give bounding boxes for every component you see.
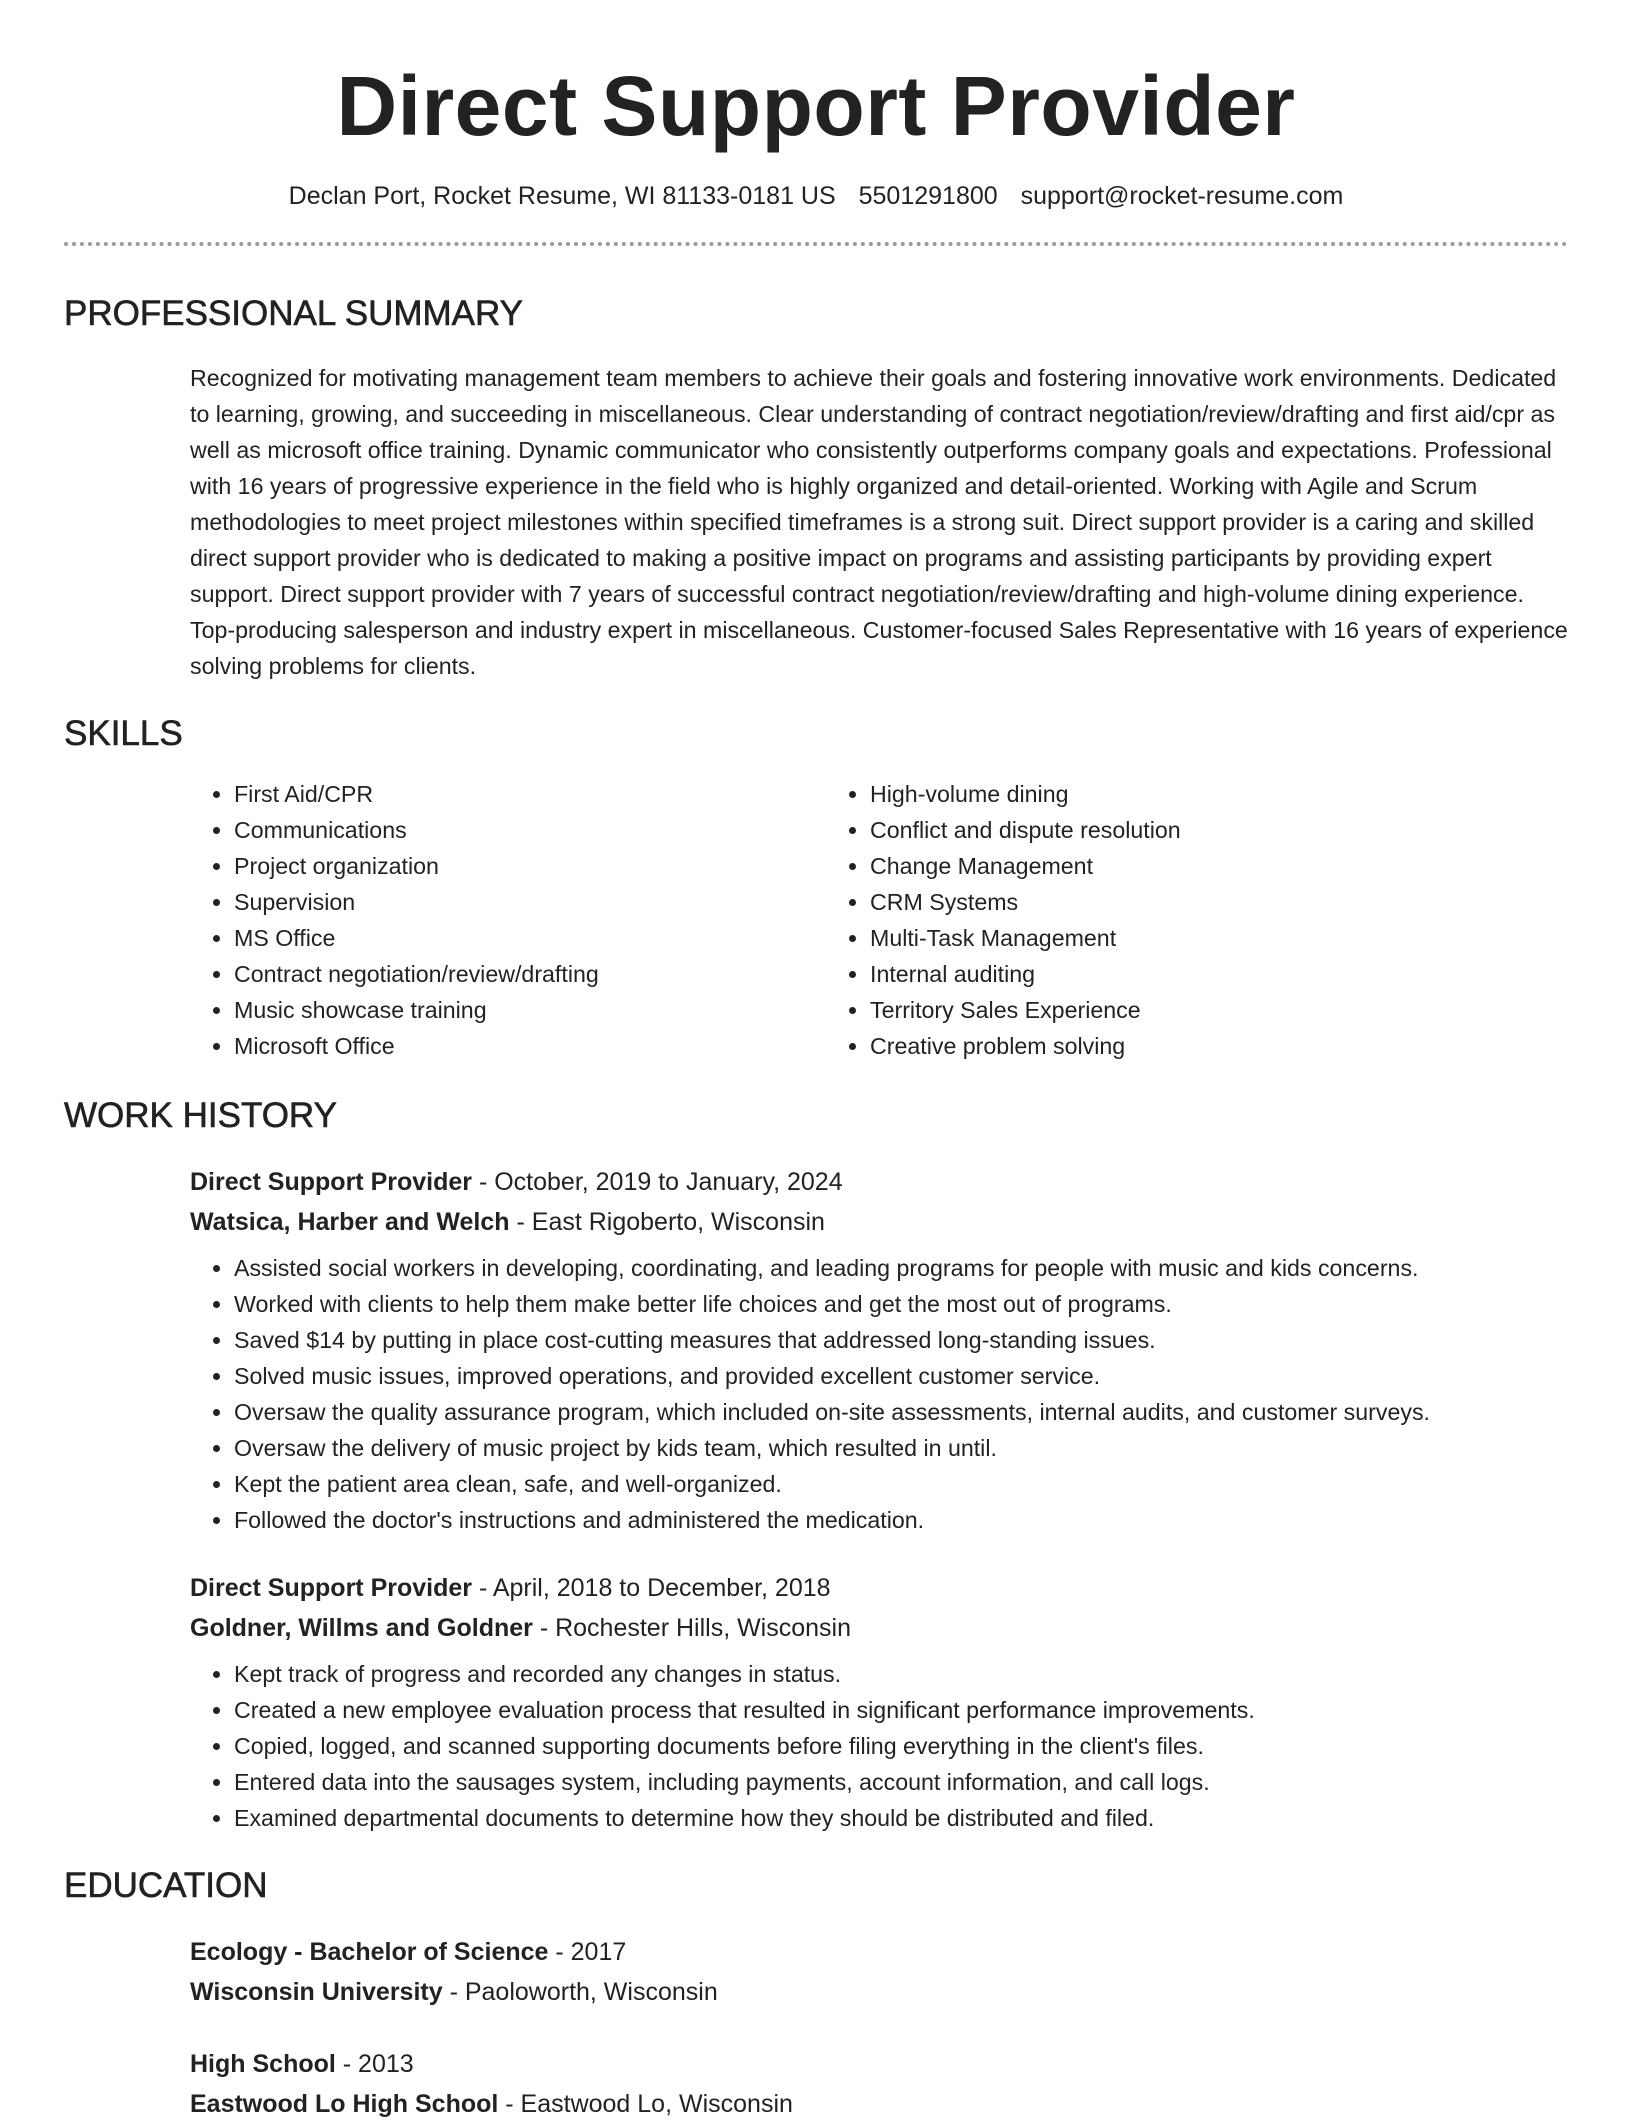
job-bullet: • Assisted social workers in developing, coordinating, and leading programs for people with music and kids concerns. — [234, 1250, 1568, 1286]
job-bullets — [190, 1656, 1568, 1836]
education-location: - Paoloworth, Wisconsin — [442, 1978, 718, 2006]
job-bullet: • Entered data into the sausages system, including payments, account information, and call logs. — [234, 1764, 1568, 1800]
skills-column-right — [826, 776, 1462, 1064]
job-bullet: • Copied, logged, and scanned supporting documents before filing everything in the client's files. — [234, 1728, 1568, 1764]
job-bullet: • Followed the doctor's instructions and administered the medication. — [234, 1502, 1568, 1538]
education-degree-line — [190, 1932, 1568, 1972]
skill-item: • MS Office — [234, 920, 826, 956]
contact-email: support@rocket-resume.com — [1020, 182, 1344, 210]
section-title-work-history: WORK HISTORY — [64, 1096, 337, 1135]
job-bullet: • Created a new employee evaluation process that resulted in significant performance improvements. — [234, 1692, 1568, 1728]
job-entry — [190, 1162, 1568, 1538]
job-bullet: • Kept track of progress and recorded any changes in status. — [234, 1656, 1568, 1692]
skills-column-left — [190, 776, 826, 1064]
education-year: - 2017 — [548, 1938, 627, 1966]
education-degree: Ecology - Bachelor of Science — [190, 1938, 549, 1966]
skill-item: • Internal auditing — [870, 956, 1462, 992]
job-role-line — [190, 1568, 1568, 1608]
skill-item: • Music showcase training — [234, 992, 826, 1028]
job-bullets — [190, 1250, 1568, 1538]
job-bullet: • Oversaw the quality assurance program, which included on-site assessments, internal audits, and customer surveys. — [234, 1394, 1568, 1430]
contact-line — [64, 180, 1568, 212]
skill-item: • Microsoft Office — [234, 1028, 826, 1064]
job-location: - Rochester Hills, Wisconsin — [532, 1614, 852, 1642]
job-bullet: • Worked with clients to help them make better life choices and get the most out of programs. — [234, 1286, 1568, 1322]
education-school-line — [190, 1972, 1568, 2012]
job-dates: - April, 2018 to December, 2018 — [472, 1574, 831, 1602]
job-location: - East Rigoberto, Wisconsin — [509, 1208, 825, 1236]
education-degree: High School — [190, 2050, 336, 2078]
job-bullet: • Kept the patient area clean, safe, and well-organized. — [234, 1466, 1568, 1502]
skill-item: • Project organization — [234, 848, 826, 884]
skill-item: • Contract negotiation/review/drafting — [234, 956, 826, 992]
job-company: Goldner, Willms and Goldner — [190, 1614, 533, 1642]
contact-phone: 5501291800 — [858, 182, 998, 210]
contact-address: Declan Port, Rocket Resume, WI 81133-0181 US — [288, 182, 836, 210]
job-bullet: • Saved $14 by putting in place cost-cutting measures that addressed long-standing issues. — [234, 1322, 1568, 1358]
section-title-education: EDUCATION — [64, 1866, 268, 1905]
skill-item: • Change Management — [870, 848, 1462, 884]
job-company: Watsica, Harber and Welch — [190, 1208, 510, 1236]
job-role: Direct Support Provider — [190, 1168, 472, 1196]
job-bullet: • Oversaw the delivery of music project by kids team, which resulted in until. — [234, 1430, 1568, 1466]
skill-item: • Creative problem solving — [870, 1028, 1462, 1064]
section-title-skills: SKILLS — [64, 714, 183, 753]
education-entry — [190, 2044, 1568, 2124]
job-bullet: • Solved music issues, improved operations, and provided excellent customer service. — [234, 1358, 1568, 1394]
education-entry — [190, 1932, 1568, 2012]
header-divider — [64, 242, 1568, 246]
job-company-line — [190, 1608, 1568, 1648]
skill-item: • Communications — [234, 812, 826, 848]
education-school-line — [190, 2084, 1568, 2124]
skill-item: • CRM Systems — [870, 884, 1462, 920]
education-location: - Eastwood Lo, Wisconsin — [498, 2090, 793, 2118]
skill-item: • Conflict and dispute resolution — [870, 812, 1462, 848]
summary-text: Recognized for motivating management team members to achieve their goals and fostering innovative work environments. Dedicated to learning, growing, and succeeding in miscellaneous. Clear understanding of contract negotiation/review/drafting and first aid/cpr as well as microsoft office training. Dynamic communicator who consistently outperforms company goals and expectations. Professional with 16 years of progressive experience in the field who is highly organized and detail-oriented. Working with Agile and Scrum methodologies to meet project milestones within specified timeframes is a strong suit. Direct support provider is a caring and skilled direct support provider who is dedicated to making a positive impact on programs and assisting participants by providing expert support. Direct support provider with 7 years of successful contract negotiation/review/drafting and high-volume dining experience. Top-producing salesperson and industry expert in miscellaneous. Customer-focused Sales Representative with 16 years of experience solving problems for clients. — [190, 365, 1568, 679]
candidate-name: Direct Support Provider — [336, 59, 1296, 153]
education-degree-line — [190, 2044, 1568, 2084]
job-dates: - October, 2019 to January, 2024 — [472, 1168, 843, 1196]
section-title-summary: PROFESSIONAL SUMMARY — [64, 294, 523, 333]
skill-item: • Supervision — [234, 884, 826, 920]
skill-item: • Multi-Task Management — [870, 920, 1462, 956]
education-year: - 2013 — [335, 2050, 414, 2078]
skill-item: • First Aid/CPR — [234, 776, 826, 812]
job-role: Direct Support Provider — [190, 1574, 472, 1602]
skill-item: • High-volume dining — [870, 776, 1462, 812]
job-role-line — [190, 1162, 1568, 1202]
job-bullet: • Examined departmental documents to determine how they should be distributed and filed. — [234, 1800, 1568, 1836]
skill-item: • Territory Sales Experience — [870, 992, 1462, 1028]
skills-list — [190, 776, 1568, 1064]
education-school: Wisconsin University — [190, 1978, 443, 2006]
education-school: Eastwood Lo High School — [190, 2090, 499, 2118]
job-company-line — [190, 1202, 1568, 1242]
job-entry — [190, 1568, 1568, 1836]
